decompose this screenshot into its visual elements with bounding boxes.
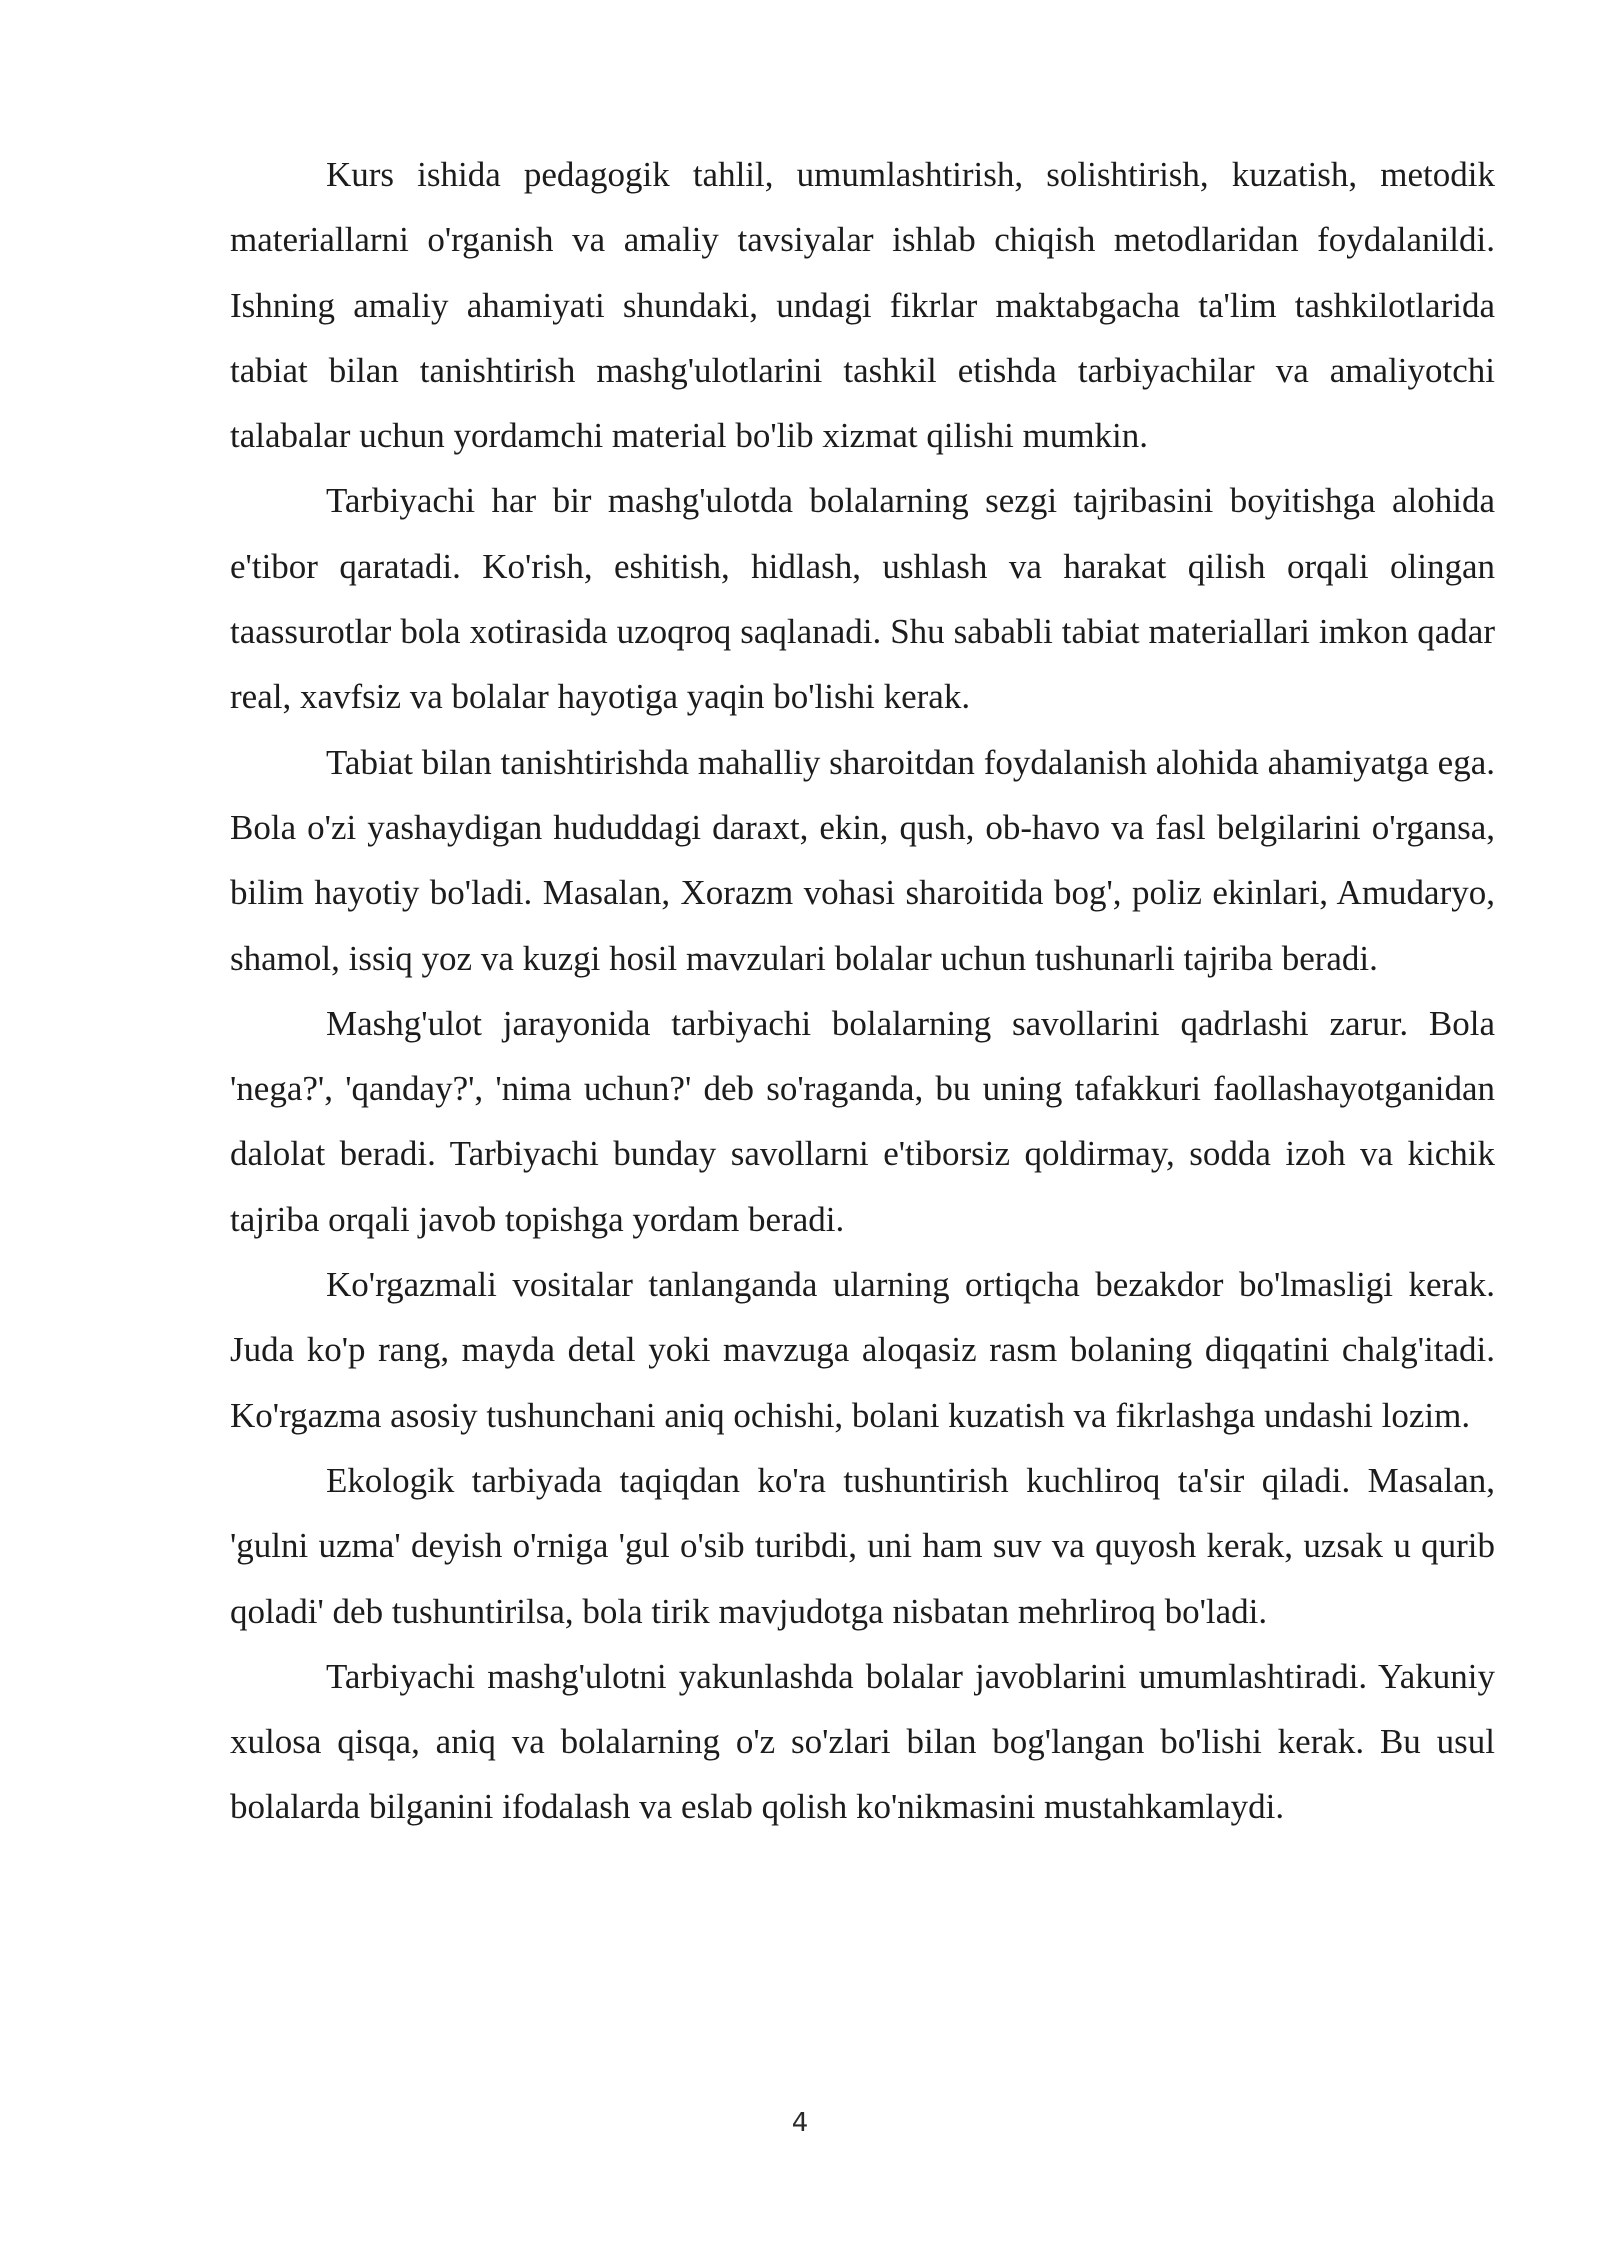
paragraph-6: Ekologik tarbiyada taqiqdan ko'ra tushuntirish kuchliroq ta'sir qiladi. Masalan, 'gulni uzma' deyish o'rniga 'gul o'sib turibdi, uni ham suv va quyosh kerak, uzsak u qurib qoladi' deb tushuntirilsa, bola tirik mavjudotga nisbatan mehrliroq bo'ladi. [230, 1460, 1495, 1631]
page-number: 4 [791, 2108, 809, 2138]
paragraph-5: Ko'rgazmali vositalar tanlanganda ularning ortiqcha bezakdor bo'lmasligi kerak. Juda ko'p rang, mayda detal yoki mavzuga aloqasiz rasm bolaning diqqatini chalg'itadi. Ko'rgazma asosiy tushunchani aniq ochishi, bolani kuzatish va fikrlashga undashi lozim. [230, 1265, 1495, 1435]
paragraph-3: Tabiat bilan tanishtirishda mahalliy sharoitdan foydalanish alohida ahamiyatga ega. Bola o'zi yashaydigan hududdagi daraxt, ekin, qush, ob-havo va fasl belgilarini o'rgansa, bilim hayotiy bo'ladi. Masalan, Xorazm vohasi sharoitida bog', poliz ekinlari, Amudaryo, shamol, issiq yoz va kuzgi hosil mavzulari bolalar uchun tushunarli tajriba beradi. [230, 742, 1495, 978]
paragraph-2: Tarbiyachi har bir mashg'ulotda bolalarning sezgi tajribasini boyitishga alohida e'tibor qaratadi. Ko'rish, eshitish, hidlash, ushlash va harakat qilish orqali olingan taassurotlar bola xotirasida uzoqroq saqlanadi. Shu sababli tabiat materiallari imkon qadar real, xavfsiz va bolalar hayotiga yaqin bo'lishi kerak. [230, 481, 1495, 717]
paragraph-7: Tarbiyachi mashg'ulotni yakunlashda bolalar javoblarini umumlashtiradi. Yakuniy xulosa qisqa, aniq va bolalarning o'z so'zlari bilan bog'langan bo'lishi kerak. Bu usul bolalarda bilganini ifodalash va eslab qolish ko'nikmasini mustahkamlaydi. [230, 1656, 1495, 1827]
paragraph-4: Mashg'ulot jarayonida tarbiyachi bolalarning savollarini qadrlashi zarur. Bola 'nega?', 'qanday?', 'nima uchun?' deb so'raganda, bu uning tafakkuri faollashayotganidan dalolat beradi. Tarbiyachi bunday savollarni e'tiborsiz qoldirmay, sodda izoh va kichik tajriba orqali javob topishga yordam beradi. [230, 1003, 1495, 1239]
paragraph-1: Kurs ishida pedagogik tahlil, umumlashtirish, solishtirish, kuzatish, metodik materiallarni o'rganish va amaliy tavsiyalar ishlab chiqish metodlaridan foydalanildi. Ishning amaliy ahamiyati shundaki, undagi fikrlar maktabgacha ta'lim tashkilotlarida tabiat bilan tanishtirish mashg'ulotlarini tashkil etishda tarbiyachilar va amaliyotchi talabalar uchun yordamchi material bo'lib xizmat qilishi mumkin. [230, 155, 1495, 456]
document-body [230, 142, 1495, 1840]
